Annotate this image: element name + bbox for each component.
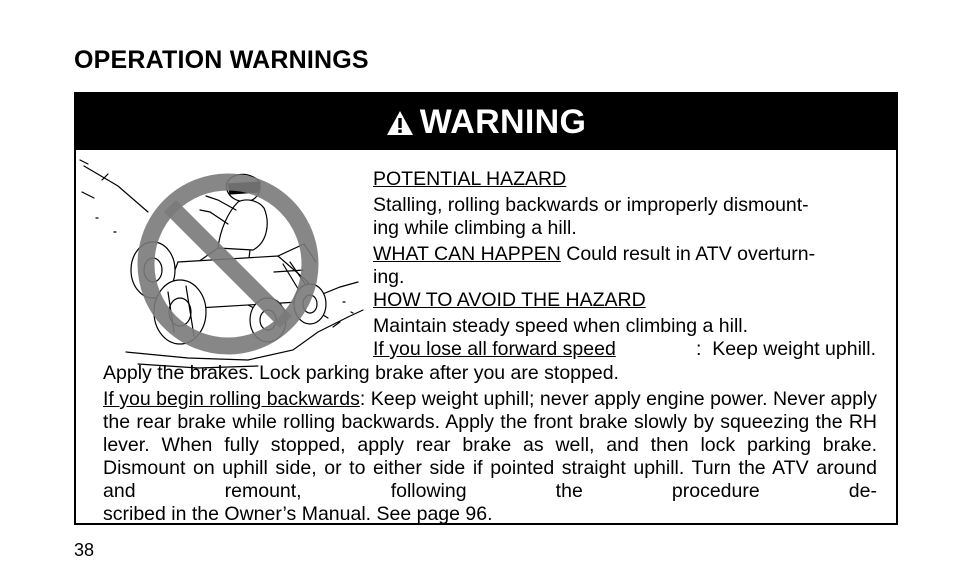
rolling-back-last-line: scribed in the Owner’s Manual. See page 96. xyxy=(103,503,493,525)
potential-hazard-line: ing while climbing a hill. xyxy=(373,217,577,239)
rolling-back-heading: If you begin rolling backwards xyxy=(103,388,360,410)
how-to-avoid-heading: HOW TO AVOID THE HAZARD xyxy=(373,289,646,311)
warning-triangle-icon xyxy=(386,110,414,136)
forward-speed-continuation: Apply the brakes. Lock parking brake after you are stopped. xyxy=(103,362,619,384)
rolling-back-text: : Keep weight uphill; never apply engine power. Never apply the rear brake while rolling backwards. Apply the front brake slowly by squeezing the RH lever. When fully stopped, apply rear brake as well, and then lock parking brake. Dismount on uphill side, or to either side if pointed straight uphill. Turn the ATV around and remount, following the procedure de- xyxy=(103,388,878,502)
hazard-block xyxy=(373,168,876,361)
what-can-happen-line xyxy=(373,243,876,266)
forward-speed-text: : Keep weight uphill. xyxy=(696,338,876,360)
section-title: OPERATION WARNINGS xyxy=(74,46,369,74)
potential-hazard-line: Stalling, rolling backwards or improperly dismount- xyxy=(373,194,809,216)
warning-box xyxy=(74,92,898,525)
forward-speed-line xyxy=(373,338,876,361)
forward-speed-heading: If you lose all forward speed xyxy=(373,338,616,360)
page-number: 38 xyxy=(74,540,95,560)
warning-title: WARNING xyxy=(419,102,587,141)
what-can-happen-text: Could result in ATV overturn- xyxy=(560,243,816,265)
rolling-back-paragraph xyxy=(103,388,877,503)
what-can-happen-heading: WHAT CAN HAPPEN xyxy=(373,243,561,265)
avoid-line: Maintain steady speed when climbing a hill. xyxy=(373,315,749,337)
what-can-happen-line: ing. xyxy=(373,266,405,288)
prohibited-atv-rollback-illustration xyxy=(78,152,368,377)
warning-header xyxy=(76,94,896,150)
potential-hazard-heading: POTENTIAL HAZARD xyxy=(373,168,567,190)
